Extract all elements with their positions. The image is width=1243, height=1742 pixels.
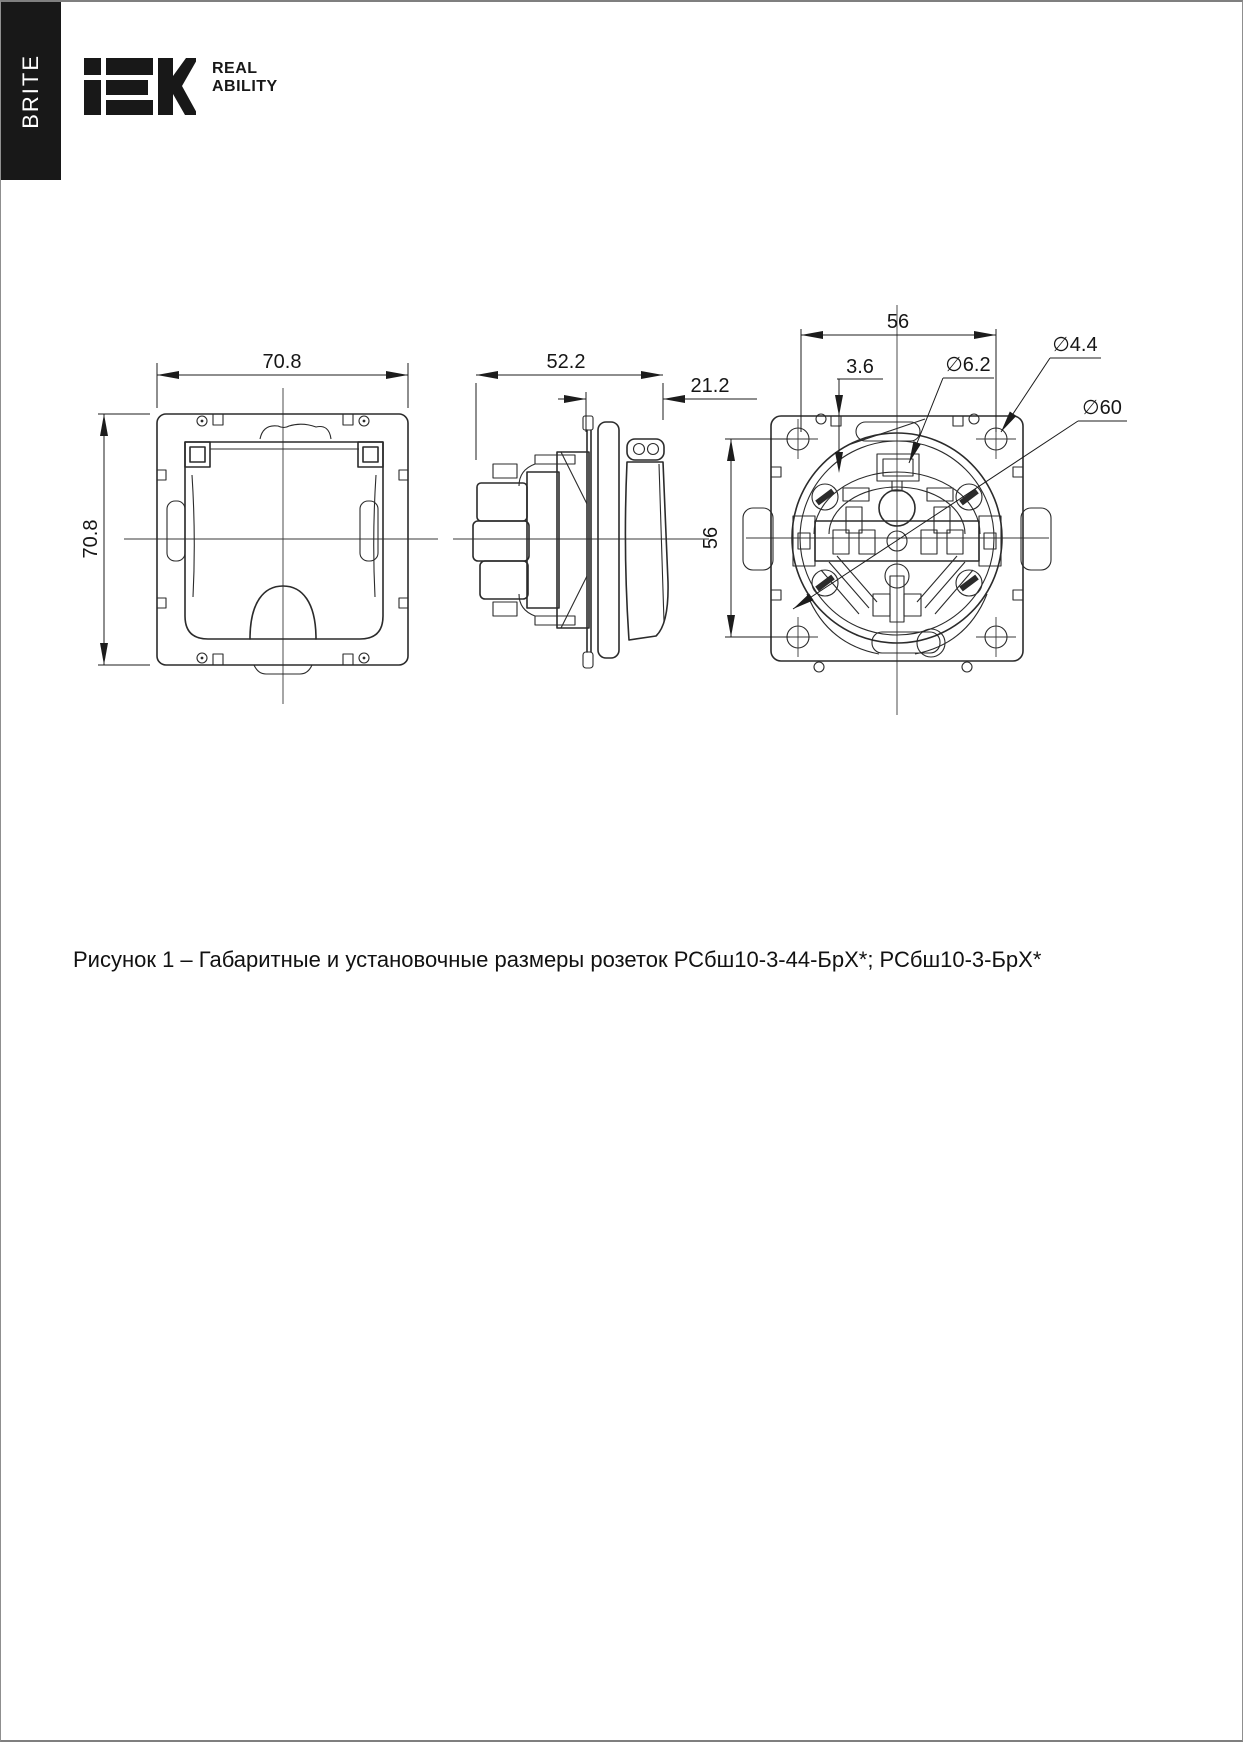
dim-front-height: 70.8 <box>80 519 102 559</box>
side-view <box>453 351 757 668</box>
dim-side-depth: 52.2 <box>546 351 586 373</box>
dim-back-offset: 3.6 <box>846 356 874 378</box>
tagline-line1: REAL <box>212 60 258 77</box>
dim-back-span-h: 56 <box>886 311 910 333</box>
dim-claw-hole: ∅6.2 <box>945 354 991 376</box>
dim-front-width: 70.8 <box>262 351 302 373</box>
back-view <box>700 305 1127 715</box>
dim-screw-hole: ∅4.4 <box>1052 334 1098 356</box>
dim-body-dia: ∅60 <box>1082 397 1122 419</box>
tagline-line2: ABILITY <box>212 78 278 95</box>
series-label: BRITE <box>18 53 43 129</box>
front-view <box>80 351 438 704</box>
dim-side-cover: 21.2 <box>690 375 730 397</box>
technical-drawing <box>1 2 1243 1742</box>
figure-caption: Рисунок 1 – Габаритные и установочные размеры розеток РСбш10-3-44-БрХ*; РСбш10-3-БрХ* <box>73 947 1042 972</box>
dim-back-span-v: 56 <box>700 526 722 550</box>
